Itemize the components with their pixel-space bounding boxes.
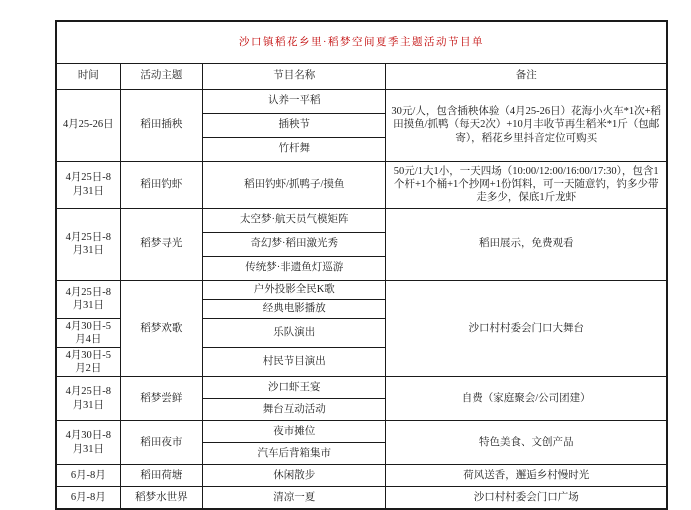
program-cell: 舞台互动活动 [203, 399, 386, 421]
table-row [56, 377, 667, 399]
program-cell: 户外投影全民K歌 [203, 280, 386, 299]
theme-cell: 稻梦欢歌 [120, 280, 202, 377]
time-cell: 4月30日-5月4日 [56, 318, 120, 347]
title-row [56, 21, 667, 63]
time-cell: 4月30日-5月2日 [56, 347, 120, 376]
activity-program-table [55, 20, 668, 510]
col-header-time: 时间 [56, 63, 120, 89]
header-row [56, 63, 667, 89]
notes-cell: 特色美食、文创产品 [386, 421, 667, 465]
col-header-notes: 备注 [386, 63, 667, 89]
program-cell: 沙口虾王宴 [203, 377, 386, 399]
program-cell: 认养一平稻 [203, 89, 386, 113]
theme-cell: 稻梦寻光 [120, 208, 202, 280]
program-cell: 竹杆舞 [203, 137, 386, 161]
time-cell: 4月25日-8月31日 [56, 161, 120, 208]
time-cell: 4月30日-8月31日 [56, 421, 120, 465]
notes-cell: 稻田展示，免费观看 [386, 208, 667, 280]
table-row [56, 465, 667, 487]
table-row [56, 421, 667, 443]
theme-cell: 稻田钓虾 [120, 161, 202, 208]
table-row [56, 208, 667, 232]
program-cell: 休闲散步 [203, 465, 386, 487]
time-cell: 4月25日-8月31日 [56, 377, 120, 421]
program-cell: 乐队演出 [203, 318, 386, 347]
col-header-theme: 活动主题 [120, 63, 202, 89]
theme-cell: 稻田荷塘 [120, 465, 202, 487]
page-title: 沙口镇稻花乡里·稻梦空间夏季主题活动节目单 [56, 21, 667, 63]
notes-cell: 30元/人，包含插秧体验（4月25-26日）花海小火车*1次+稻田摸鱼/抓鸭（每天2次）+10月丰收节再生稻米*1斤（包邮寄），稻花乡里抖音定位可购买 [386, 89, 667, 161]
program-cell: 稻田钓虾/抓鸭子/摸鱼 [203, 161, 386, 208]
program-cell: 传统梦·非遗鱼灯巡游 [203, 256, 386, 280]
table-row [56, 487, 667, 509]
theme-cell: 稻田夜市 [120, 421, 202, 465]
time-cell: 6月-8月 [56, 465, 120, 487]
table-row [56, 161, 667, 208]
program-cell: 奇幻梦·稻田激光秀 [203, 232, 386, 256]
notes-cell: 沙口村村委会门口广场 [386, 487, 667, 509]
program-cell: 村民节目演出 [203, 347, 386, 376]
program-cell: 夜市摊位 [203, 421, 386, 443]
time-cell: 4月25日-8月31日 [56, 280, 120, 318]
notes-cell: 自费（家庭聚会/公司团建） [386, 377, 667, 421]
table-row [56, 89, 667, 113]
time-cell: 6月-8月 [56, 487, 120, 509]
notes-cell: 50元/1大1小，一天四场（10:00/12:00/16:00/17:30），包含1个杆+1个桶+1个抄网+1份饵料，可一天随意钓，钓多少带走多少，保底1斤龙虾 [386, 161, 667, 208]
time-cell: 4月25日-8月31日 [56, 208, 120, 280]
program-cell: 插秧节 [203, 113, 386, 137]
notes-cell: 沙口村村委会门口大舞台 [386, 280, 667, 377]
program-cell: 汽车后背箱集市 [203, 443, 386, 465]
theme-cell: 稻梦水世界 [120, 487, 202, 509]
notes-cell: 荷风送香，邂逅乡村慢时光 [386, 465, 667, 487]
theme-cell: 稻梦尝鲜 [120, 377, 202, 421]
col-header-program: 节目名称 [203, 63, 386, 89]
theme-cell: 稻田插秧 [120, 89, 202, 161]
program-cell: 太空梦·航天员气模矩阵 [203, 208, 386, 232]
time-cell: 4月25-26日 [56, 89, 120, 161]
program-cell: 经典电影播放 [203, 299, 386, 318]
program-cell: 清凉一夏 [203, 487, 386, 509]
table-row [56, 280, 667, 299]
